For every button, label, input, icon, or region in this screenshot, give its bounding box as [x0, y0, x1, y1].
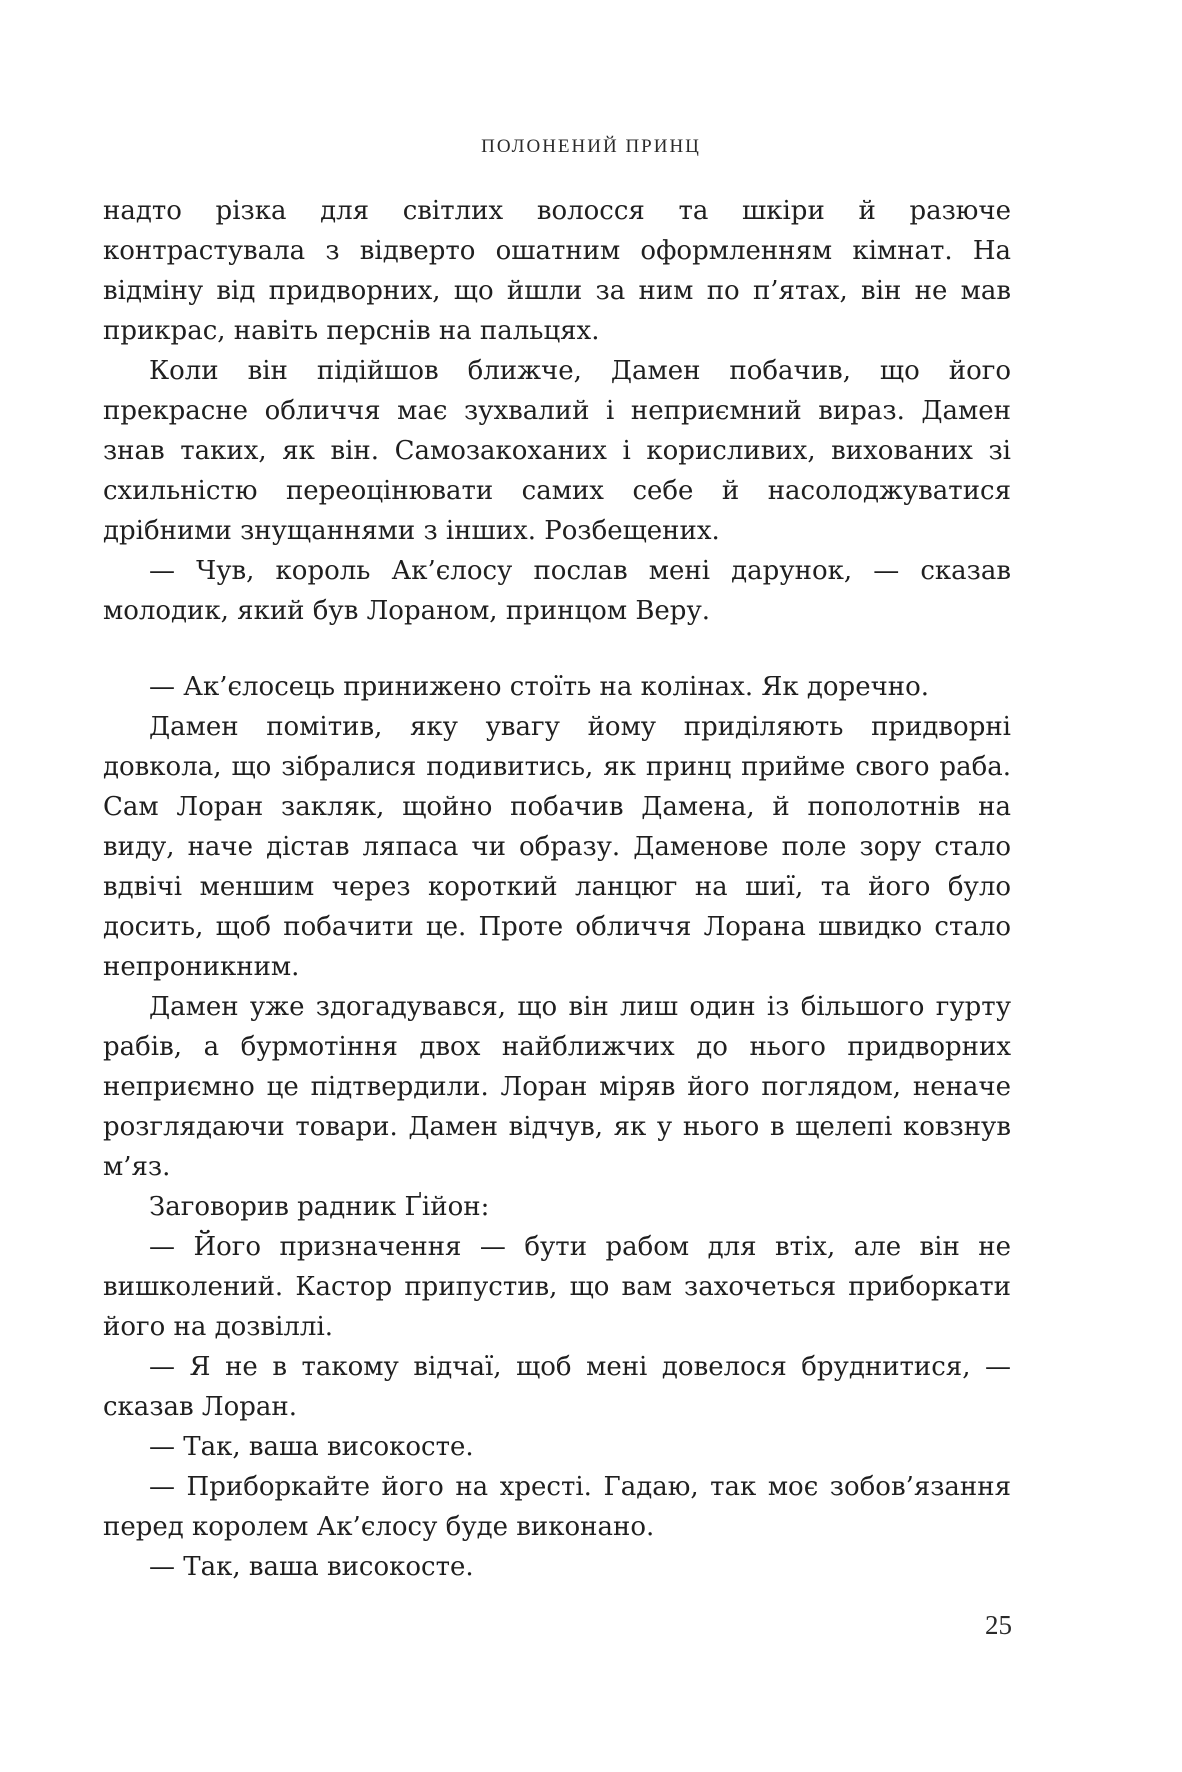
body-text [103, 191, 1011, 1587]
paragraph-12: — Так, ваша високосте. [149, 1552, 474, 1582]
running-head: ПОЛОНЕНИЙ ПРИНЦ [481, 136, 701, 157]
page-number: 25 [985, 1610, 1012, 1640]
paragraph-7: Заговорив радник Ґійон: [149, 1192, 490, 1222]
paragraph-9: — Я не в такому відчаї, щоб мені довелося бруднитися, — сказав Лоран. [103, 1352, 1011, 1422]
paragraph-6: Дамен уже здогадувався, що він лиш один із більшого гурту рабів, а бурмотіння двох найближчих до нього придворних неприємно це підтвердили. Лоран міряв його поглядом, неначе розглядаючи товари. Дамен відчув, як у нього в щелепі ковзнув м’яз. [103, 992, 1011, 1182]
paragraph-11: — Приборкайте його на хресті. Гадаю, так моє зобов’язання перед королем Ак’єлосу буде виконано. [103, 1472, 1011, 1542]
paragraph-8: — Його призначення — бути рабом для втіх, але він не вишколений. Кастор припустив, що вам захочеться приборкати його на дозвіллі. [103, 1232, 1011, 1342]
paragraph-10: — Так, ваша високосте. [149, 1432, 474, 1462]
paragraph-2: Коли він підійшов ближче, Дамен побачив, що його прекрасне обличчя має зухвалий і неприємний вираз. Дамен знав таких, як він. Самозакоханих і корисливих, вихованих зі схильністю переоцінювати самих себе й насолоджуватися дрібними знущаннями з інших. Розбещених. [103, 356, 1011, 546]
paragraph-1: надто різка для світлих волосся та шкіри й разюче контрастувала з відверто ошатним оформленням кімнат. На відміну від придворних, що йшли за ним по п’ятах, він не мав прикрас, навіть перснів на пальцях. [103, 196, 1011, 346]
paragraph-4: — Ак’єлосець принижено стоїть на колінах. Як доречно. [149, 672, 930, 702]
paragraph-3: — Чув, король Ак’єлосу послав мені дарунок, — сказав молодик, який був Лораном, принцом Веру. [103, 556, 1011, 626]
paragraph-5: Дамен помітив, яку увагу йому приділяють придворні довкола, що зібралися подивитись, як принц прийме свого раба. Сам Лоран закляк, щойно побачив Дамена, й пополотнів на виду, наче дістав ляпаса чи образу. Даменове поле зору стало вдвічі меншим через короткий ланцюг на шиї, та його було досить, щоб побачити це. Проте обличчя Лорана швидко стало непроникним. [103, 712, 1011, 982]
